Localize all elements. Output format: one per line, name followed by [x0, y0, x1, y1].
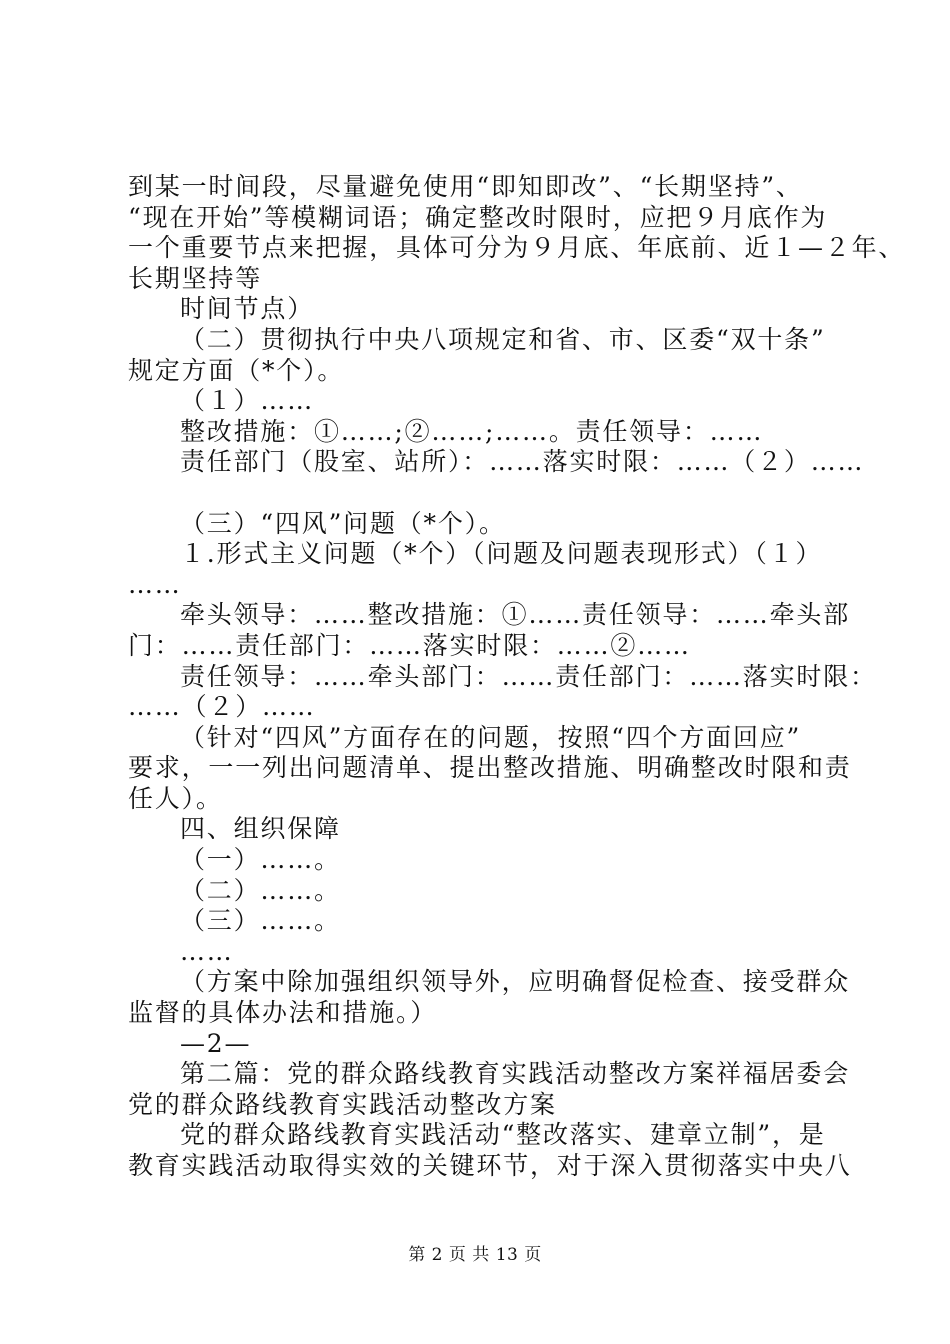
- text-line: １.形式主义问题（*个）（问题及问题表现形式）（１）: [180, 539, 823, 569]
- text-line: （二）贯彻执行中央八项规定和省、市、区委“双十条”: [180, 324, 826, 354]
- text-line: 规定方面（*个）。: [128, 355, 345, 385]
- text-line: 责任部门（股室、站所）：……落实时限：……（２）……: [180, 447, 865, 477]
- text-line: 第二篇：党的群众路线教育实践活动整改方案祥福居委会: [180, 1059, 851, 1089]
- page-footer: 第 2 页 共 13 页: [408, 1245, 542, 1265]
- text-line: 教育实践活动取得实效的关键环节，对于深入贯彻落实中央八: [128, 1151, 852, 1180]
- text-line: 要求，一一列出问题清单、提出整改措施、明确整改时限和责: [128, 753, 852, 783]
- text-line: ……（２）……: [128, 692, 316, 722]
- text-line: （二）……。: [180, 875, 341, 905]
- text-line: 整改措施：①……;②……;……。责任领导：……: [180, 416, 764, 446]
- document-body: [128, 172, 906, 1182]
- text-line: —2—: [180, 1028, 252, 1058]
- text-line: 监督的具体办法和措施。）: [128, 998, 438, 1028]
- text-line: （三）“四风”问题（*个）。: [180, 508, 506, 538]
- text-line: （方案中除加强组织领导外，应明确督促检查、接受群众: [180, 967, 851, 997]
- text-line: 牵头领导：……整改措施：①……责任领导：……牵头部: [180, 600, 851, 630]
- text-line: 一个重要节点来把握，具体可分为９月底、年底前、近１—２年、: [128, 233, 906, 263]
- text-line: ……: [128, 569, 182, 599]
- text-line: （一）……。: [180, 845, 341, 875]
- text-line: 时间节点）: [180, 294, 315, 324]
- text-line: 门：……责任部门：……落实时限：……②……: [128, 630, 691, 660]
- text-line: 到某一时间段，尽量避免使用“即知即改”、“长期坚持”、: [128, 172, 803, 201]
- text-line: 长期坚持等: [128, 263, 263, 293]
- text-line: “现在开始”等模糊词语；确定整改时限时，应把９月底作为: [128, 202, 828, 232]
- text-line: 四、组织保障: [180, 814, 341, 844]
- text-line: ……: [180, 936, 234, 966]
- text-line: 党的群众路线教育实践活动“整改落实、建章立制”，是: [180, 1120, 826, 1150]
- text-line: （１）……: [180, 386, 315, 416]
- text-line: [128, 478, 833, 509]
- text-line: 责任领导：……牵头部门：……责任部门：……落实时限：: [180, 661, 877, 691]
- text-line: 任人）。: [128, 783, 223, 813]
- text-line: 党的群众路线教育实践活动整改方案: [128, 1089, 557, 1119]
- text-line: （针对“四风”方面存在的问题，按照“四个方面回应”: [180, 722, 802, 752]
- text-line: （三）……。: [180, 906, 341, 936]
